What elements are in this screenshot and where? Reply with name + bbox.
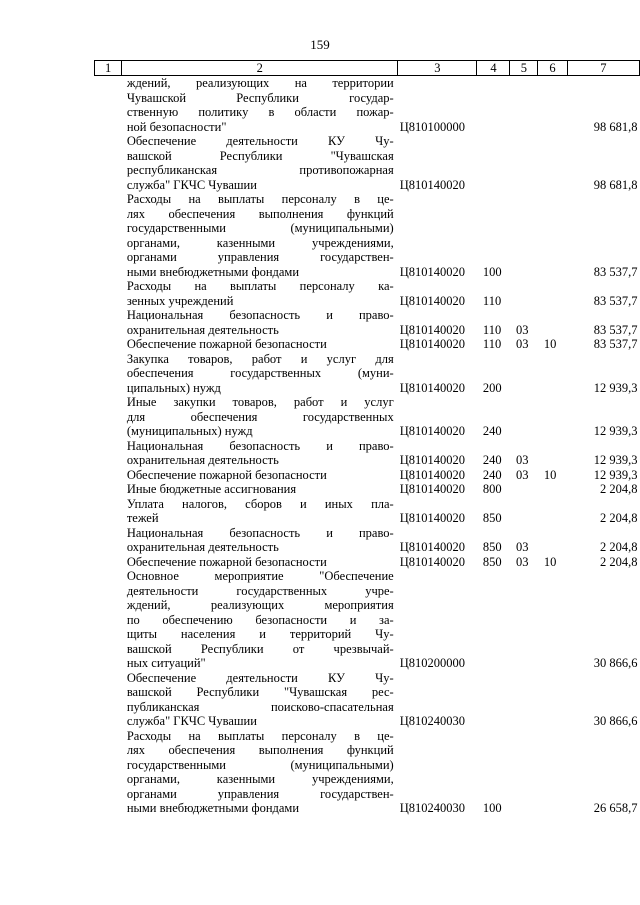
row-name bbox=[122, 482, 398, 497]
row-name-line: Обеспечение пожарной безопасности bbox=[126, 337, 327, 351]
section-cell bbox=[510, 279, 538, 308]
row-name-line: лях обеспечения выполнения функций bbox=[126, 743, 394, 757]
row-name-line: Национальная безопасность и право- bbox=[126, 438, 394, 453]
target-code-cell: Ц810140020 bbox=[399, 322, 465, 337]
expense-type-cell bbox=[477, 671, 510, 729]
empty-cell bbox=[95, 337, 122, 352]
empty-cell bbox=[95, 555, 122, 570]
row-name-line: Обеспечение деятельности КУ Чу- bbox=[126, 670, 394, 685]
section-cell bbox=[510, 482, 538, 497]
subsection-cell bbox=[538, 439, 567, 468]
target-code-cell: Ц810140020 bbox=[399, 380, 465, 395]
target-code-cell: Ц810240030 bbox=[399, 714, 465, 728]
row-name-line: государственными (муниципальными) bbox=[126, 221, 394, 235]
subsection-cell bbox=[538, 482, 567, 497]
row-name bbox=[122, 395, 398, 439]
section-cell bbox=[510, 729, 538, 816]
row-name-line: тежей bbox=[126, 511, 159, 525]
row-name-line: Национальная безопасность и право- bbox=[126, 525, 394, 540]
table-row bbox=[95, 439, 640, 468]
table-row bbox=[95, 468, 640, 483]
section-cell bbox=[510, 497, 538, 526]
subsection-cell: 10 bbox=[543, 337, 557, 351]
row-name-line: служба" ГКЧС Чувашии bbox=[126, 177, 257, 192]
row-name-line: органами управления государствен- bbox=[126, 786, 394, 801]
row-name-line: лях обеспечения выполнения функций bbox=[126, 206, 394, 221]
expense-type-cell: 240 bbox=[482, 453, 502, 467]
subsection-cell: 10 bbox=[543, 554, 557, 569]
row-name-line: ственную политику в области пожар- bbox=[126, 105, 394, 119]
table-row bbox=[95, 729, 640, 816]
row-name-line: ных ситуаций" bbox=[126, 656, 206, 670]
subsection-cell bbox=[538, 497, 567, 526]
column-header: 2 bbox=[122, 61, 398, 76]
empty-cell bbox=[95, 134, 122, 192]
amount-cell: 30 866,6 bbox=[593, 656, 638, 670]
row-name-line: Основное мероприятие "Обеспечение bbox=[126, 569, 394, 583]
section-cell: 03 bbox=[515, 554, 529, 569]
subsection-cell bbox=[538, 395, 567, 439]
table-row bbox=[95, 497, 640, 526]
section-cell bbox=[510, 76, 538, 135]
empty-cell bbox=[95, 352, 122, 396]
row-name-line: Уплата налогов, сборов и иных пла- bbox=[126, 496, 394, 511]
row-name-line: Закупка товаров, работ и услуг для bbox=[126, 351, 394, 366]
target-code-cell: Ц810140020 bbox=[399, 467, 465, 482]
row-name-line: ными внебюджетными фондами bbox=[126, 264, 300, 279]
subsection-cell bbox=[538, 729, 567, 816]
section-cell: 03 bbox=[515, 453, 529, 467]
page-number: 159 bbox=[310, 37, 330, 52]
amount-cell: 12 939,3 bbox=[593, 424, 638, 438]
target-code-cell: Ц810140020 bbox=[399, 293, 465, 308]
expense-type-cell: 850 bbox=[482, 511, 502, 525]
expense-type-cell bbox=[477, 569, 510, 671]
row-name-line: органами управления государствен- bbox=[126, 250, 394, 264]
amount-cell: 12 939,3 bbox=[593, 467, 638, 482]
expense-type-cell: 110 bbox=[482, 293, 502, 308]
empty-cell bbox=[95, 439, 122, 468]
amount-cell: 12 939,3 bbox=[593, 453, 638, 467]
row-name-line: Чувашской Республики государ- bbox=[126, 90, 394, 105]
row-name bbox=[122, 192, 398, 279]
table-row bbox=[95, 134, 640, 192]
expense-type-cell: 200 bbox=[482, 380, 502, 395]
column-header: 1 bbox=[95, 61, 122, 76]
section-cell: 03 bbox=[515, 540, 529, 554]
expense-type-cell bbox=[477, 76, 510, 135]
amount-cell: 2 204,8 bbox=[600, 482, 638, 496]
amount-cell: 26 658,7 bbox=[593, 801, 638, 815]
row-name-line: обеспечения государственных (муни- bbox=[126, 366, 394, 380]
target-code-cell: Ц810140020 bbox=[399, 554, 465, 569]
expense-type-cell: 800 bbox=[482, 482, 502, 496]
amount-cell: 2 204,8 bbox=[600, 540, 638, 554]
table-row bbox=[95, 337, 640, 352]
empty-cell bbox=[95, 526, 122, 555]
empty-cell bbox=[95, 279, 122, 308]
row-name-line: республиканская противопожарная bbox=[126, 163, 394, 177]
empty-cell bbox=[95, 729, 122, 816]
amount-cell: 98 681,8 bbox=[593, 177, 638, 192]
section-cell bbox=[510, 569, 538, 671]
table-row bbox=[95, 526, 640, 555]
empty-cell bbox=[95, 192, 122, 279]
table-row bbox=[95, 555, 640, 570]
amount-cell: 12 939,3 bbox=[593, 380, 638, 395]
row-name-line: органами, казенными учреждениями, bbox=[126, 235, 394, 250]
section-cell: 03 bbox=[515, 467, 529, 482]
budget-table bbox=[94, 60, 640, 816]
column-header: 4 bbox=[477, 61, 510, 76]
subsection-cell bbox=[538, 279, 567, 308]
table-row bbox=[95, 482, 640, 497]
row-name-line: ципальных) нужд bbox=[126, 380, 221, 395]
target-code-cell: Ц810140020 bbox=[399, 453, 465, 467]
column-header: 3 bbox=[398, 61, 477, 76]
subsection-cell bbox=[538, 526, 567, 555]
row-name bbox=[122, 729, 398, 816]
row-name-line: Расходы на выплаты персоналу ка- bbox=[126, 279, 394, 293]
row-name-line: охранительная деятельность bbox=[126, 453, 279, 467]
empty-cell bbox=[95, 671, 122, 729]
row-name bbox=[122, 439, 398, 468]
expense-type-cell: 240 bbox=[482, 424, 502, 438]
expense-type-cell: 100 bbox=[482, 801, 502, 815]
amount-cell: 83 537,7 bbox=[593, 293, 638, 308]
subsection-cell bbox=[538, 671, 567, 729]
table-row bbox=[95, 671, 640, 729]
row-name bbox=[122, 134, 398, 192]
row-name-line: служба" ГКЧС Чувашии bbox=[126, 714, 257, 728]
expense-type-cell: 100 bbox=[482, 264, 502, 279]
row-name bbox=[122, 279, 398, 308]
expense-type-cell: 240 bbox=[482, 467, 502, 482]
section-cell bbox=[510, 395, 538, 439]
row-name bbox=[122, 526, 398, 555]
row-name-line: вашской Республики "Чувашская bbox=[126, 148, 394, 163]
column-header: 7 bbox=[567, 61, 639, 76]
row-name-line: по обеспечению безопасности и за- bbox=[126, 612, 394, 627]
table-row bbox=[95, 192, 640, 279]
expense-type-cell bbox=[477, 134, 510, 192]
table-body bbox=[95, 76, 640, 816]
row-name-line: Национальная безопасность и право- bbox=[126, 308, 394, 322]
row-name bbox=[122, 569, 398, 671]
row-name-line: государственными (муниципальными) bbox=[126, 757, 394, 772]
amount-cell: 83 537,7 bbox=[593, 264, 638, 279]
row-name-line: щиты населения и территорий Чу- bbox=[126, 627, 394, 641]
subsection-cell bbox=[538, 308, 567, 337]
empty-cell bbox=[95, 497, 122, 526]
amount-cell: 83 537,7 bbox=[593, 322, 638, 337]
row-name-line: для обеспечения государственных bbox=[126, 409, 394, 424]
empty-cell bbox=[95, 395, 122, 439]
empty-cell bbox=[95, 76, 122, 135]
row-name-line: ными внебюджетными фондами bbox=[126, 801, 300, 815]
column-header: 6 bbox=[538, 61, 567, 76]
row-name-line: деятельности государственных учре- bbox=[126, 583, 394, 598]
amount-cell: 2 204,8 bbox=[600, 554, 638, 569]
expense-type-cell: 110 bbox=[482, 322, 502, 337]
header-row bbox=[95, 61, 640, 76]
target-code-cell: Ц810100000 bbox=[399, 119, 465, 134]
row-name bbox=[122, 352, 398, 396]
section-cell bbox=[510, 671, 538, 729]
row-name-line: ждений, реализующих на территории bbox=[126, 76, 394, 90]
row-name bbox=[122, 76, 398, 135]
table-header bbox=[95, 61, 640, 76]
row-name-line: Обеспечение пожарной безопасности bbox=[126, 467, 327, 482]
target-code-cell: Ц810140020 bbox=[399, 424, 465, 438]
target-code-cell: Ц810140020 bbox=[399, 264, 465, 279]
row-name-line: зенных учреждений bbox=[126, 293, 234, 308]
row-name-line: охранительная деятельность bbox=[126, 540, 279, 554]
row-name-line: охранительная деятельность bbox=[126, 322, 279, 337]
section-cell: 03 bbox=[515, 322, 529, 337]
section-cell bbox=[510, 192, 538, 279]
row-name bbox=[122, 671, 398, 729]
empty-cell bbox=[95, 569, 122, 671]
row-name bbox=[122, 308, 398, 337]
table-row bbox=[95, 569, 640, 671]
empty-cell bbox=[95, 482, 122, 497]
expense-type-cell: 110 bbox=[482, 337, 502, 351]
row-name-line: публиканская поисково-спасательная bbox=[126, 699, 394, 714]
row-name bbox=[122, 337, 398, 352]
amount-cell: 30 866,6 bbox=[593, 714, 638, 728]
target-code-cell: Ц810140020 bbox=[399, 482, 465, 496]
row-name bbox=[122, 497, 398, 526]
amount-cell: 83 537,7 bbox=[593, 337, 638, 351]
row-name-line: Расходы на выплаты персоналу в це- bbox=[126, 728, 394, 743]
row-name-line: ной безопасности" bbox=[126, 119, 227, 134]
target-code-cell: Ц810140020 bbox=[399, 337, 465, 351]
subsection-cell bbox=[538, 192, 567, 279]
amount-cell: 2 204,8 bbox=[600, 511, 638, 525]
table-row bbox=[95, 395, 640, 439]
amount-cell: 98 681,8 bbox=[593, 119, 638, 134]
row-name-line: вашской Республики "Чувашская рес- bbox=[126, 685, 394, 699]
row-name-line: Иные закупки товаров, работ и услуг bbox=[126, 395, 394, 409]
row-name-line: вашской Республики от чрезвычай- bbox=[126, 641, 394, 656]
row-name-line: (муниципальных) нужд bbox=[126, 424, 253, 438]
expense-type-cell: 850 bbox=[482, 554, 502, 569]
section-cell: 03 bbox=[515, 337, 529, 351]
subsection-cell bbox=[538, 569, 567, 671]
target-code-cell: Ц810200000 bbox=[399, 656, 465, 670]
empty-cell bbox=[95, 308, 122, 337]
target-code-cell: Ц810140020 bbox=[399, 540, 465, 554]
row-name-line: ждений, реализующих мероприятия bbox=[126, 598, 394, 612]
expense-type-cell: 850 bbox=[482, 540, 502, 554]
subsection-cell bbox=[538, 76, 567, 135]
empty-cell bbox=[95, 468, 122, 483]
row-name-line: органами, казенными учреждениями, bbox=[126, 772, 394, 786]
column-header: 5 bbox=[510, 61, 538, 76]
target-code-cell: Ц810240030 bbox=[399, 801, 465, 815]
section-cell bbox=[510, 134, 538, 192]
table-row bbox=[95, 352, 640, 396]
table-row bbox=[95, 76, 640, 135]
subsection-cell bbox=[538, 352, 567, 396]
row-name-line: Обеспечение пожарной безопасности bbox=[126, 554, 327, 569]
row-name-line: Обеспечение деятельности КУ Чу- bbox=[126, 134, 394, 148]
row-name bbox=[122, 468, 398, 483]
target-code-cell: Ц810140020 bbox=[399, 177, 465, 192]
table-row bbox=[95, 279, 640, 308]
table-row bbox=[95, 308, 640, 337]
row-name-line: Иные бюджетные ассигнования bbox=[126, 482, 297, 496]
row-name-line: Расходы на выплаты персоналу в це- bbox=[126, 192, 394, 206]
row-name bbox=[122, 555, 398, 570]
section-cell bbox=[510, 352, 538, 396]
subsection-cell: 10 bbox=[543, 467, 557, 482]
subsection-cell bbox=[538, 134, 567, 192]
target-code-cell: Ц810140020 bbox=[399, 511, 465, 525]
